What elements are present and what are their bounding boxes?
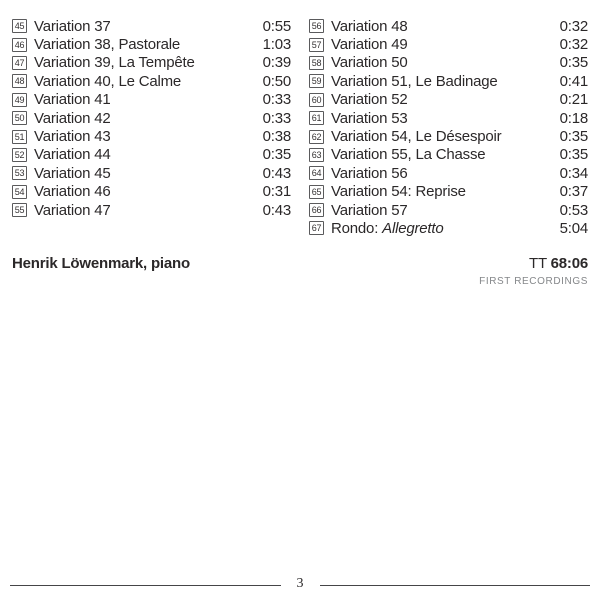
track-duration: 0:55: [262, 17, 291, 35]
track-title: Variation 53: [331, 109, 408, 127]
track-duration: 0:37: [559, 183, 588, 201]
footer-rule-right: [320, 585, 591, 586]
track-duration: 0:35: [559, 54, 588, 72]
track-duration: 0:41: [559, 72, 588, 90]
track-title: Variation 45: [34, 164, 111, 182]
track-duration: 0:33: [262, 91, 291, 109]
track-duration: 0:39: [262, 54, 291, 72]
track-number-badge: 52: [12, 148, 27, 162]
track-title: Variation 43: [34, 128, 111, 146]
page-number: 3: [296, 576, 304, 591]
track-row: [12, 35, 291, 53]
track-row: [12, 127, 291, 145]
track-title: Variation 52: [331, 91, 408, 109]
track-row: [309, 164, 588, 182]
track-number-badge: 63: [309, 148, 324, 162]
performer-name: Henrik Löwenmark, piano: [12, 254, 190, 272]
track-title: Variation 40, Le Calme: [34, 72, 182, 90]
track-number-badge: 49: [12, 93, 27, 107]
track-row: [12, 17, 291, 35]
track-row: [309, 72, 588, 90]
track-duration: 0:50: [262, 72, 291, 90]
track-number-badge: 61: [309, 111, 324, 125]
track-title: Variation 46: [34, 183, 111, 201]
track-duration: 0:21: [559, 91, 588, 109]
track-duration: 0:53: [559, 201, 588, 219]
track-number-badge: 50: [12, 111, 27, 125]
track-row: [309, 54, 588, 72]
track-number-badge: 65: [309, 185, 324, 199]
track-row: [309, 17, 588, 35]
track-number-badge: 55: [12, 203, 27, 217]
track-row: [309, 146, 588, 164]
track-number-badge: 51: [12, 130, 27, 144]
track-duration: 5:04: [559, 219, 588, 237]
track-row: [12, 146, 291, 164]
footer-rule-left: [10, 585, 281, 586]
tracklist-column-left: [12, 17, 291, 238]
track-duration: 1:03: [262, 36, 291, 54]
track-title: Variation 47: [34, 201, 111, 219]
track-title: Variation 56: [331, 164, 408, 182]
track-title: Variation 51, Le Badinage: [331, 72, 498, 90]
track-title: Variation 44: [34, 146, 111, 164]
track-number-badge: 64: [309, 166, 324, 180]
track-title: Variation 42: [34, 109, 111, 127]
track-duration: 0:38: [262, 128, 291, 146]
track-number-badge: 47: [12, 56, 27, 70]
track-number-badge: 66: [309, 203, 324, 217]
track-title: Variation 48: [331, 17, 408, 35]
tracklist-column-right: [309, 17, 588, 238]
track-duration: 0:33: [262, 109, 291, 127]
track-title: Variation 54: Reprise: [331, 183, 466, 201]
page-footer: [10, 578, 590, 592]
track-number-badge: 62: [309, 130, 324, 144]
tracklist: [12, 17, 588, 238]
track-row: [12, 201, 291, 219]
track-row: [309, 35, 588, 53]
track-duration: 0:32: [559, 36, 588, 54]
track-row: [12, 183, 291, 201]
track-title: Variation 50: [331, 54, 408, 72]
track-duration: 0:18: [559, 109, 588, 127]
track-duration: 0:43: [262, 201, 291, 219]
track-title: Rondo: Allegretto: [331, 219, 444, 237]
track-duration: 0:43: [262, 164, 291, 182]
track-row: [309, 201, 588, 219]
track-number-badge: 57: [309, 38, 324, 52]
track-row: [309, 109, 588, 127]
track-row: [309, 127, 588, 145]
track-row: [12, 164, 291, 182]
track-number-badge: 45: [12, 19, 27, 33]
track-title: Variation 37: [34, 17, 111, 35]
track-duration: 0:35: [262, 146, 291, 164]
track-number-badge: 58: [309, 56, 324, 70]
track-row: [12, 109, 291, 127]
total-time-label: TT: [529, 254, 547, 272]
track-duration: 0:35: [559, 146, 588, 164]
track-duration: 0:31: [262, 183, 291, 201]
track-duration: 0:35: [559, 128, 588, 146]
track-title: Variation 39, La Tempête: [34, 54, 195, 72]
total-time-value: 68:06: [550, 254, 588, 272]
track-title: Variation 57: [331, 201, 408, 219]
track-number-badge: 67: [309, 221, 324, 235]
track-title-italic: Allegretto: [382, 219, 444, 237]
track-number-badge: 48: [12, 74, 27, 88]
track-number-badge: 59: [309, 74, 324, 88]
track-duration: 0:32: [559, 17, 588, 35]
track-title: Variation 41: [34, 91, 111, 109]
track-number-badge: 60: [309, 93, 324, 107]
first-recordings-note: FIRST RECORDINGS: [479, 275, 588, 287]
track-number-badge: 53: [12, 166, 27, 180]
track-title: Variation 49: [331, 36, 408, 54]
track-title: Variation 55, La Chasse: [331, 146, 486, 164]
track-row: [12, 91, 291, 109]
total-time: [529, 255, 588, 272]
track-number-badge: 46: [12, 38, 27, 52]
track-row: [309, 219, 588, 237]
track-title: Variation 54, Le Désespoir: [331, 128, 502, 146]
track-duration: 0:34: [559, 164, 588, 182]
credits-row: [12, 255, 588, 272]
track-number-badge: 54: [12, 185, 27, 199]
track-row: [309, 91, 588, 109]
track-title: Variation 38, Pastorale: [34, 36, 181, 54]
track-number-badge: 56: [309, 19, 324, 33]
track-row: [309, 183, 588, 201]
track-row: [12, 54, 291, 72]
track-row: [12, 72, 291, 90]
